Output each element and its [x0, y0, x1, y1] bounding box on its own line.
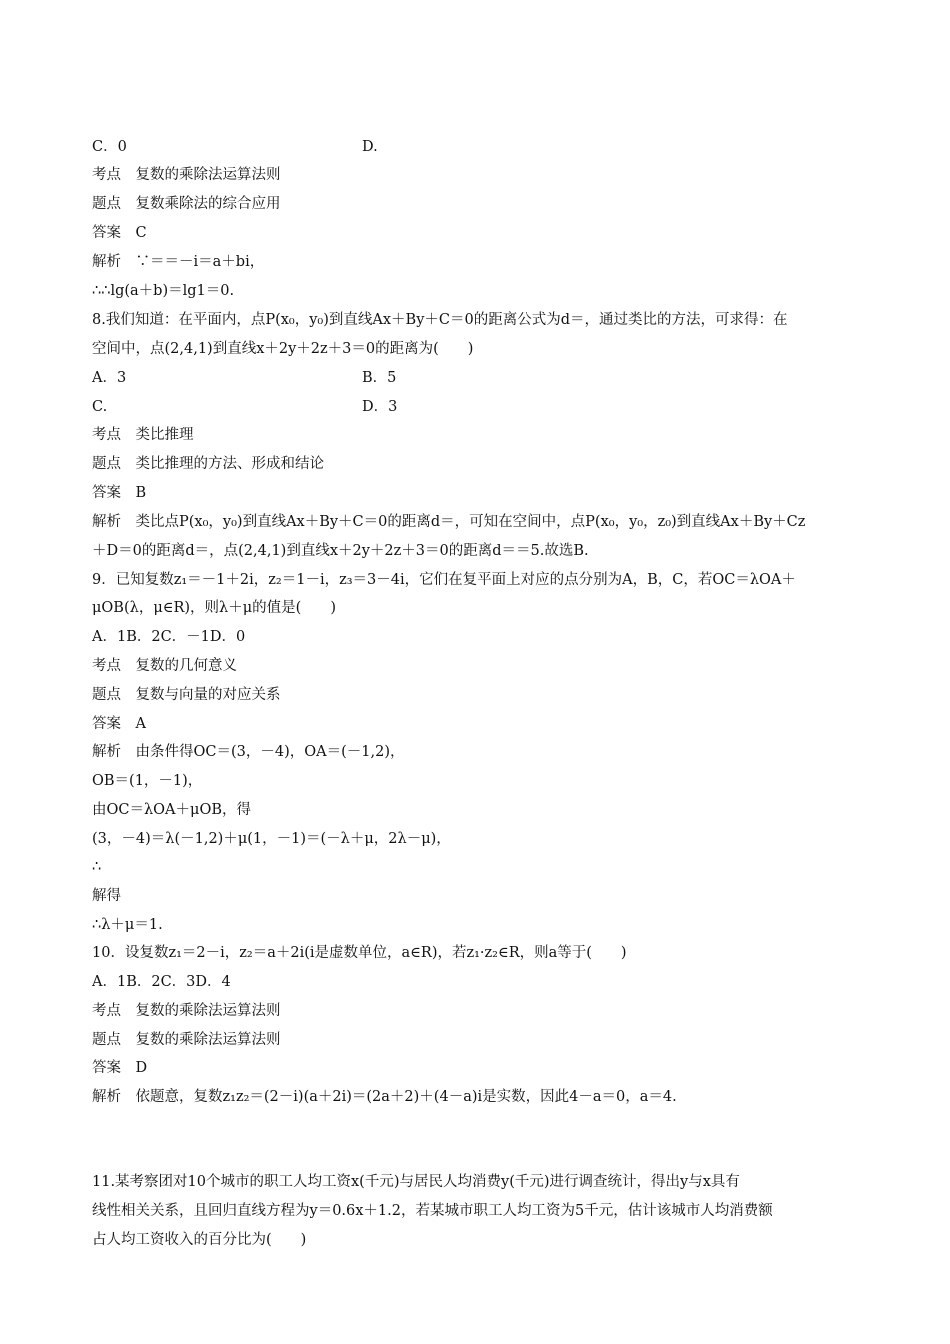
q10-answer: 答案 D	[92, 1060, 148, 1076]
q8-analysis-2: ＋D＝0的距离d＝，点(2,4,1)到直线x＋2y＋2z＋3＝0的距离d＝＝5.故选B.	[92, 543, 589, 559]
q9-analysis-3: 由OC＝λOA＋μOB，得	[92, 802, 251, 818]
q8-topic: 考点 类比推理	[92, 427, 194, 443]
q9-stem-2: μOB(λ，μ∈R)，则λ＋μ的值是( )	[92, 600, 336, 616]
q8-answer: 答案 B	[92, 485, 147, 501]
q10-stem: 10．设复数z₁＝2－i，z₂＝a＋2i(i是虚数单位，a∈R)，若z₁·z₂∈R，则a等于( )	[92, 945, 627, 961]
q8-option-b: B．5	[362, 370, 397, 386]
q11-stem-1: 11.某考察团对10个城市的职工人均工资x(千元)与居民人均消费y(千元)进行调查统计，得出y与x具有	[92, 1174, 740, 1190]
q9-options: A．1B．2C．－1D．0	[92, 629, 246, 645]
q7-topic: 考点 复数的乘除法运算法则	[92, 167, 281, 183]
q10-options: A．1B．2C．3D．4	[92, 974, 231, 990]
q9-analysis-4: (3，－4)＝λ(－1,2)＋μ(1，－1)＝(－λ＋μ，2λ－μ)，	[92, 831, 451, 847]
q9-subtopic: 题点 复数与向量的对应关系	[92, 687, 281, 703]
q7-answer: 答案 C	[92, 225, 147, 241]
q9-analysis-1: 解析 由条件得OC＝(3，－4)，OA＝(－1,2)，	[92, 744, 405, 760]
q10-subtopic: 题点 复数的乘除法运算法则	[92, 1032, 281, 1048]
q9-analysis-2: OB＝(1，－1)，	[92, 773, 203, 789]
q9-stem-1: 9．已知复数z₁＝－1＋2i，z₂＝1－i，z₃＝3－4i，它们在复平面上对应的点分别为A，B，C，若OC＝λOA＋	[92, 572, 796, 588]
q9-analysis-7: ∴λ＋μ＝1.	[92, 917, 163, 933]
q7-option-c: C．0	[92, 139, 127, 155]
q11-stem-3: 占人均工资收入的百分比为( )	[92, 1232, 307, 1248]
q8-stem-1: 8.我们知道：在平面内，点P(x₀，y₀)到直线Ax＋By＋C＝0的距离公式为d＝，通过类比的方法，可求得：在	[92, 312, 788, 328]
q7-option-d: D.	[362, 139, 378, 155]
q9-analysis-5: ∴	[92, 859, 102, 875]
q7-subtopic: 题点 复数乘除法的综合应用	[92, 196, 281, 212]
q8-subtopic: 题点 类比推理的方法、形成和结论	[92, 456, 324, 472]
q9-topic: 考点 复数的几何意义	[92, 658, 237, 674]
q9-answer: 答案 A	[92, 716, 146, 732]
q10-analysis: 解析 依题意，复数z₁z₂＝(2－i)(a＋2i)＝(2a＋2)＋(4－a)i是实数，因此4－a＝0，a＝4.	[92, 1089, 677, 1105]
q8-option-c: C.	[92, 399, 108, 415]
q9-analysis-6: 解得	[92, 888, 121, 904]
q10-topic: 考点 复数的乘除法运算法则	[92, 1003, 281, 1019]
q7-analysis-2: ∴∴lg(a＋b)＝lg1＝0.	[92, 283, 235, 299]
q8-option-d: D．3	[362, 399, 398, 415]
q8-stem-2: 空间中，点(2,4,1)到直线x＋2y＋2z＋3＝0的距离为( )	[92, 341, 474, 357]
q8-option-a: A．3	[92, 370, 127, 386]
q8-analysis-1: 解析 类比点P(x₀，y₀)到直线Ax＋By＋C＝0的距离d＝，可知在空间中，点P(x₀，y₀，z₀)到直线Ax＋By＋Cz	[92, 514, 806, 530]
q7-analysis: 解析 ∵＝＝－i＝a＋bi，	[92, 254, 265, 270]
q11-stem-2: 线性相关关系，且回归直线方程为y＝0.6x＋1.2，若某城市职工人均工资为5千元，估计该城市人均消费额	[92, 1203, 773, 1219]
